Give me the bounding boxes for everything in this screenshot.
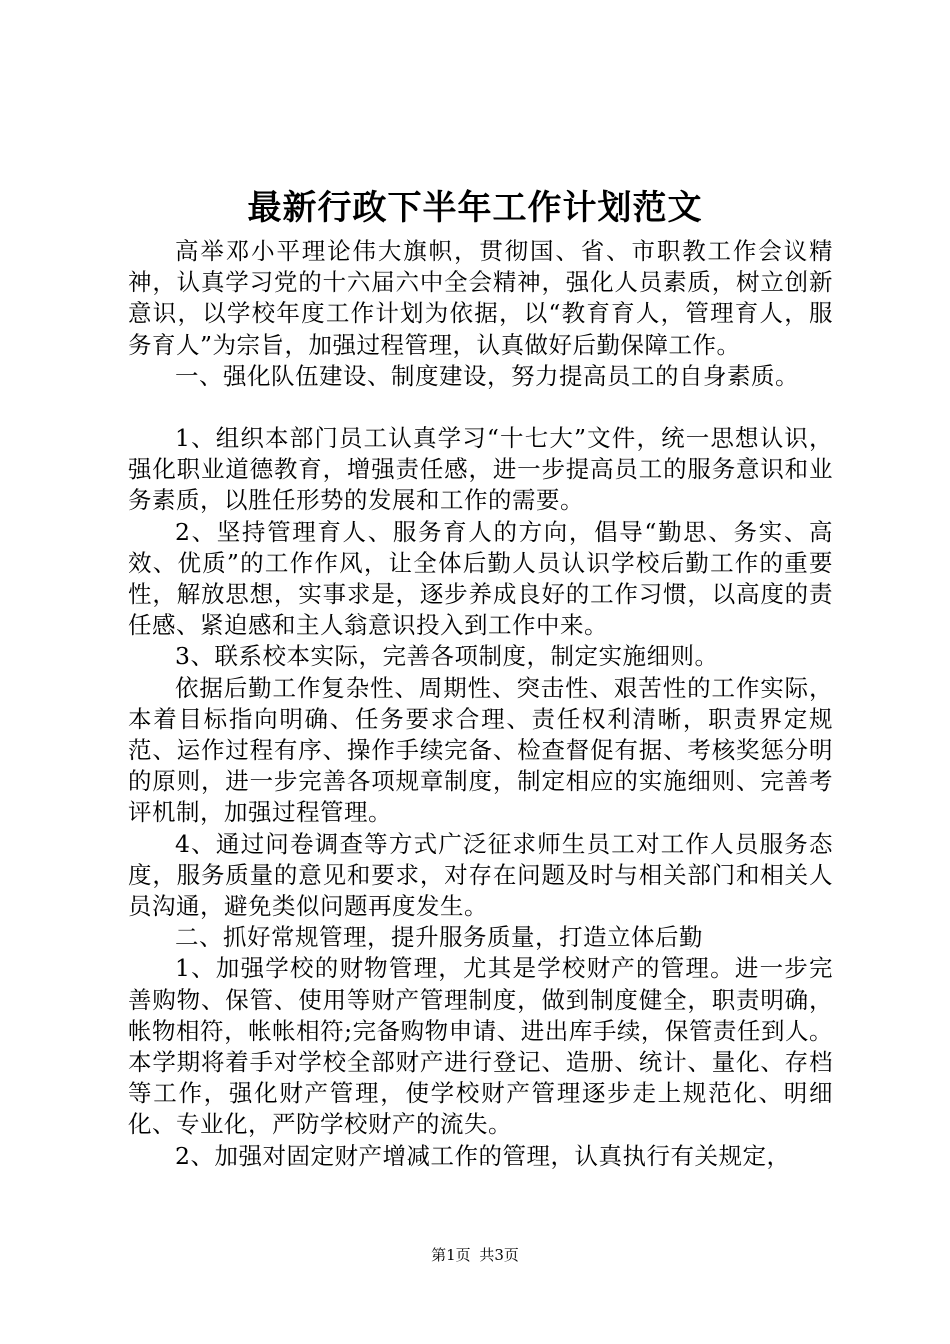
document-title: 最新行政下半年工作计划范文 xyxy=(247,188,703,228)
paragraph-item: 2、加强对固定财产增减工作的管理，认真执行有关规定， xyxy=(175,1141,791,1170)
paragraph-item: 3、联系校本实际，完善各项制度，制定实施细则。 xyxy=(175,642,719,671)
paragraph-intro: 高举邓小平理论伟大旗帜，贯彻国、省、市职教工作会议精神，认真学习党的十六届六中全会精神，强化人员素质，树立创新意识，以学校年度工作计划为依据，以“教育育人，管理育人，服务育人”为宗旨，加强过程管理，认真做好后勤保障工作。 xyxy=(128,237,833,359)
section-heading-2: 二、抓好常规管理，提升服务质量，打造立体后勤 xyxy=(175,923,703,952)
paragraph-item: 4、通过问卷调查等方式广泛征求师生员工对工作人员服务态度，服务质量的意见和要求，对存在问题及时与相关部门和相关人员沟通，避免类似问题再度发生。 xyxy=(128,829,833,921)
paragraph-item: 2、坚持管理育人、服务育人的方向，倡导“勤思、务实、高效、优质”的工作作风，让全体后勤人员认识学校后勤工作的重要性，解放思想，实事求是，逐步养成良好的工作习惯，以高度的责任感、紧迫感和主人翁意识投入到工作中来。 xyxy=(128,517,833,640)
paragraph-item: 1、加强学校的财物管理，尤其是学校财产的管理。进一步完善购物、保管、使用等财产管理制度，做到制度健全，职责明确，帐物相符，帐帐相符;完备购物申请、进出库手续，保管责任到人。本学期将着手对学校全部财产进行登记、造册、统计、量化、存档等工作，强化财产管理，使学校财产管理逐步走上规范化、明细化、专业化，严防学校财产的流失。 xyxy=(128,954,833,1139)
document-body xyxy=(128,236,833,1172)
paragraph-item: 1、组织本部门员工认真学习“十七大”文件，统一思想认识，强化职业道德教育，增强责任感，进一步提高员工的服务意识和业务素质，以胜任形势的发展和工作的需要。 xyxy=(128,424,833,515)
page-number-footer: 第1页 共3页 xyxy=(431,1246,519,1264)
section-heading-1: 一、强化队伍建设、制度建设，努力提高员工的自身素质。 xyxy=(175,361,799,390)
paragraph-item: 依据后勤工作复杂性、周期性、突击性、艰苦性的工作实际，本着目标指向明确、任务要求合理、责任权利清晰，职责界定规范、运作过程有序、操作手续完备、检查督促有据、考核奖惩分明的原则，进一步完善各项规章制度，制定相应的实施细则、完善考评机制，加强过程管理。 xyxy=(128,673,833,827)
